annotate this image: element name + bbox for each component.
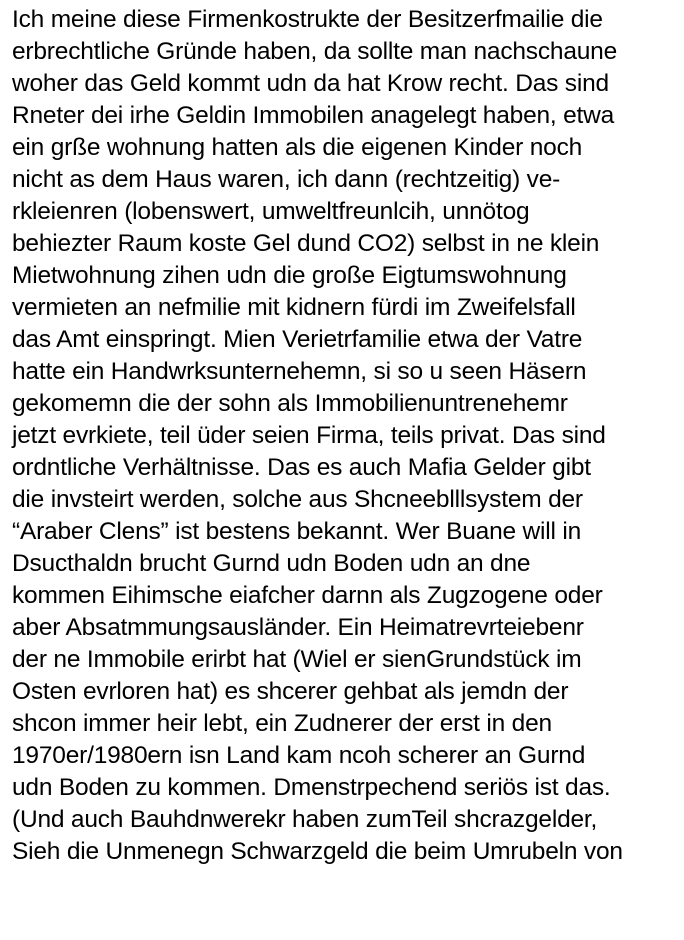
text-line: woher das Geld kommt udn da hat Krow recht. Das sind <box>12 70 609 97</box>
text-line: behiezter Raum koste Gel dund CO2) selbst in ne klein <box>12 230 600 257</box>
text-line: erbrechtliche Gründe haben, da sollte man nachschaune <box>12 38 618 65</box>
text-line: hatte ein Handwrksunternehemn, si so u seen Häsern <box>12 358 587 385</box>
text-line: 1970er/1980ern isn Land kam ncoh scherer an Gurnd <box>12 742 586 769</box>
text-line: gekomemn die der sohn als Immobilienuntrenehemr <box>12 390 568 417</box>
text-line: jetzt evrkiete, teil üder seien Firma, teils privat. Das sind <box>12 422 606 449</box>
text-line: rkleienren (lobenswert, umweltfreunlcih, unnötog <box>12 198 530 225</box>
document-body-text <box>12 4 680 868</box>
text-line: der ne Immobile erirbt hat (Wiel er sienGrundstück im <box>12 646 582 673</box>
text-line: Rneter dei irhe Geldin Immobilen anagelegt haben, etwa <box>12 102 615 129</box>
text-line: vermieten an nefmilie mit kidnern fürdi im Zweifelsfall <box>12 294 576 321</box>
text-line: aber Absatmmungsausländer. Ein Heimatrevrteiebenr <box>12 614 584 641</box>
text-line: kommen Eihimsche eiafcher darnn als Zugzogene oder <box>12 582 603 609</box>
text-line: Sieh die Unmenegn Schwarzgeld die beim Umrubeln von <box>12 838 623 865</box>
text-line: (Und auch Bauhdnwerekr haben zumTeil shcrazgelder, <box>12 806 598 833</box>
text-line: Ich meine diese Firmenkostrukte der Besitzerfmailie die <box>12 6 603 33</box>
text-line: ordntliche Verhältnisse. Das es auch Mafia Gelder gibt <box>12 454 591 481</box>
text-line: das Amt einspringt. Mien Verietrfamilie etwa der Vatre <box>12 326 583 353</box>
text-line: die invsteirt werden, solche aus Shcneeblllsystem der <box>12 486 583 513</box>
text-line: nicht as dem Haus waren, ich dann (rechtzeitig) ve- <box>12 166 561 193</box>
text-line: Osten evrloren hat) es shcerer gehbat als jemdn der <box>12 678 569 705</box>
text-line: shcon immer heir lebt, ein Zudnerer der erst in den <box>12 710 552 737</box>
text-line: udn Boden zu kommen. Dmenstrpechend seriös ist das. <box>12 774 611 801</box>
text-line: Mietwohnung zihen udn die große Eigtumswohnung <box>12 262 567 289</box>
text-line: “Araber Clens” ist bestens bekannt. Wer Buane will in <box>12 518 582 545</box>
text-line: ein grße wohnung hatten als die eigenen Kinder noch <box>12 134 583 161</box>
text-line: Dsucthaldn brucht Gurnd udn Boden udn an dne <box>12 550 531 577</box>
